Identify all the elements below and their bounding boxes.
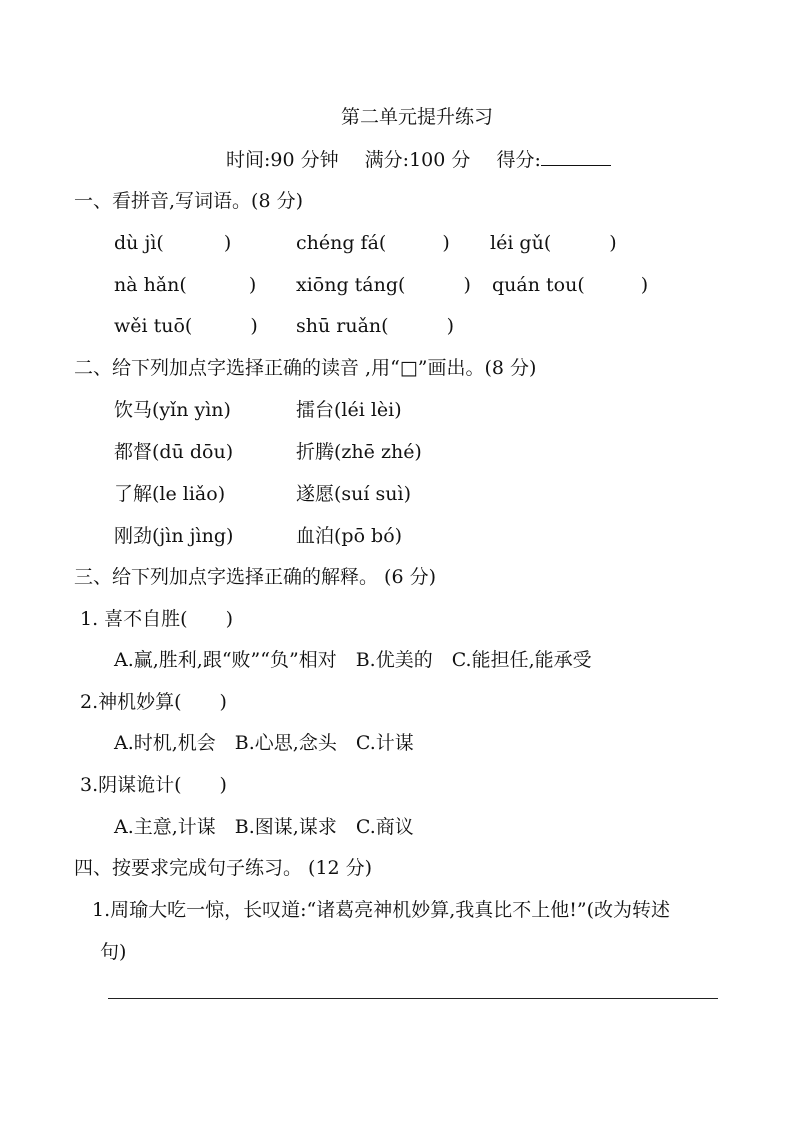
question-text: 1.周瑜大吃一惊，长叹道:“诸葛亮神机妙算,我真比不上他!”(改为转述 bbox=[92, 899, 671, 921]
score-label: 得分: bbox=[496, 149, 541, 171]
pinyin-item: shū ruǎn( ) bbox=[296, 315, 454, 337]
page-title: 第二单元提升练习 bbox=[340, 106, 493, 128]
reading-choice: 饮马(yǐn yìn) bbox=[114, 399, 231, 421]
pinyin-item: wěi tuō( ) bbox=[114, 315, 258, 337]
pinyin-item: xiōng táng( ) bbox=[296, 274, 471, 296]
pinyin-item: dù jì( ) bbox=[114, 232, 232, 254]
exam-meta bbox=[226, 147, 611, 172]
question-text-continued: 句) bbox=[100, 941, 127, 963]
pinyin-item: quán tou( ) bbox=[492, 274, 649, 296]
pinyin-item: léi gǔ( ) bbox=[490, 232, 617, 254]
section3-heading: 三、给下列加点字选择正确的解释。 (6 分) bbox=[74, 566, 436, 588]
reading-choice: 了解(le liǎo) bbox=[114, 483, 226, 505]
reading-choice: 都督(dū dōu) bbox=[114, 441, 234, 463]
pinyin-item: nà hǎn( ) bbox=[114, 274, 257, 296]
section4-heading: 四、按要求完成句子练习。 (12 分) bbox=[74, 857, 373, 879]
answer-options: A.时机,机会 B.心思,念头 C.计谋 bbox=[114, 732, 414, 754]
answer-options: A.主意,计谋 B.图谋,谋求 C.商议 bbox=[114, 816, 414, 838]
reading-choice: 擂台(léi lèi) bbox=[296, 399, 402, 421]
reading-choice: 折腾(zhē zhé) bbox=[296, 441, 422, 463]
question-item: 2.神机妙算( ) bbox=[80, 691, 227, 713]
question-item: 1. 喜不自胜( ) bbox=[80, 608, 233, 630]
answer-line[interactable] bbox=[108, 998, 718, 999]
question-item: 3.阴谋诡计( ) bbox=[80, 774, 227, 796]
score-blank[interactable] bbox=[541, 147, 611, 166]
reading-choice: 血泊(pō bó) bbox=[296, 525, 403, 547]
section2-heading: 二、给下列加点字选择正确的读音 ,用“□”画出。(8 分) bbox=[74, 357, 537, 379]
reading-choice: 刚劲(jìn jìng) bbox=[114, 525, 234, 547]
answer-options: A.赢,胜利,跟“败”“负”相对 B.优美的 C.能担任,能承受 bbox=[114, 649, 592, 671]
pinyin-item: chéng fá( ) bbox=[296, 232, 450, 254]
time-limit: 时间:90 分钟 bbox=[226, 149, 339, 171]
full-score: 满分:100 分 bbox=[364, 149, 471, 171]
reading-choice: 遂愿(suí suì) bbox=[296, 483, 411, 505]
section1-heading: 一、看拼音,写词语。(8 分) bbox=[74, 190, 303, 212]
